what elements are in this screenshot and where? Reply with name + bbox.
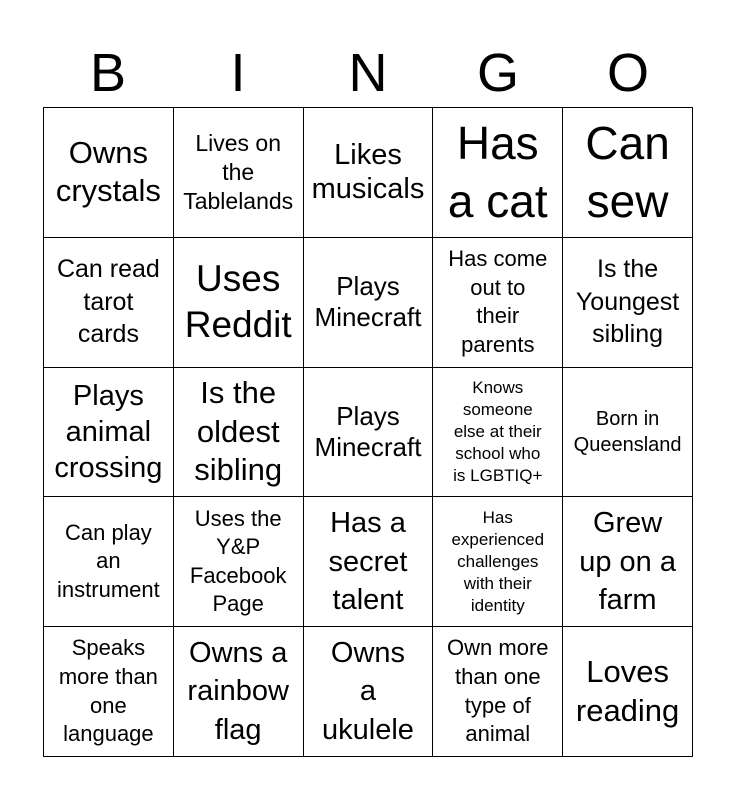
bingo-cell[interactable] bbox=[563, 108, 693, 238]
cell-text: Owns a ukulele bbox=[322, 637, 414, 746]
header-letter-i: I bbox=[230, 43, 246, 103]
cell-text: Speaks more than one language bbox=[58, 635, 158, 747]
cell-text: Plays animal crossing bbox=[54, 379, 163, 485]
bingo-cell[interactable] bbox=[174, 497, 304, 627]
bingo-cell[interactable] bbox=[304, 497, 434, 627]
bingo-cell[interactable] bbox=[44, 497, 174, 627]
cell-text: Is the Youngest sibling bbox=[575, 255, 680, 349]
cell-text: Has a cat bbox=[447, 116, 548, 228]
bingo-cell[interactable] bbox=[44, 108, 174, 238]
cell-text: Plays Minecraft bbox=[314, 271, 422, 333]
cell-text: Likes musicals bbox=[311, 138, 425, 206]
bingo-cell[interactable] bbox=[433, 108, 563, 238]
bingo-cell[interactable] bbox=[563, 238, 693, 368]
cell-text: Own more than one type of animal bbox=[447, 635, 549, 747]
cell-text: Can play an instrument bbox=[57, 519, 160, 603]
bingo-cell[interactable] bbox=[563, 627, 693, 757]
bingo-cell[interactable] bbox=[174, 238, 304, 368]
bingo-cell[interactable] bbox=[304, 368, 434, 498]
cell-text: Can read tarot cards bbox=[56, 255, 160, 349]
cell-text: Owns crystals bbox=[55, 134, 161, 209]
bingo-cell[interactable] bbox=[44, 238, 174, 368]
cell-text: Lives on the Tablelands bbox=[183, 130, 294, 214]
header-letter-o: O bbox=[606, 43, 649, 103]
cell-text: Has come out to their parents bbox=[448, 246, 548, 357]
bingo-cell[interactable] bbox=[563, 368, 693, 498]
cell-text: Knows someone else at their school who is LGBTIQ+ bbox=[453, 377, 543, 486]
bingo-header bbox=[43, 40, 693, 106]
cell-text: Owns a rainbow flag bbox=[187, 637, 289, 746]
bingo-cell[interactable] bbox=[433, 238, 563, 368]
bingo-cell[interactable] bbox=[433, 497, 563, 627]
cell-text: Grew up on a farm bbox=[579, 507, 676, 616]
bingo-cell[interactable] bbox=[304, 627, 434, 757]
bingo-cell[interactable] bbox=[433, 627, 563, 757]
cell-text: Is the oldest sibling bbox=[194, 374, 283, 488]
cell-text: Plays Minecraft bbox=[314, 400, 422, 462]
bingo-cell[interactable] bbox=[174, 368, 304, 498]
bingo-cell[interactable] bbox=[174, 627, 304, 757]
bingo-board bbox=[43, 107, 693, 757]
cell-text: Born in Queensland bbox=[573, 407, 682, 456]
header-letter-g: G bbox=[476, 43, 519, 103]
cell-text: Has experienced challenges with their identity bbox=[451, 507, 545, 615]
header-letter-n: N bbox=[348, 43, 388, 103]
bingo-cell[interactable] bbox=[44, 627, 174, 757]
bingo-cell[interactable] bbox=[304, 238, 434, 368]
bingo-cell[interactable] bbox=[563, 497, 693, 627]
bingo-cell[interactable] bbox=[304, 108, 434, 238]
cell-text: Uses Reddit bbox=[184, 257, 292, 346]
bingo-cell[interactable] bbox=[44, 368, 174, 498]
cell-text: Can sew bbox=[585, 116, 670, 228]
bingo-cell[interactable] bbox=[174, 108, 304, 238]
cell-text: Loves reading bbox=[575, 653, 680, 728]
bingo-cell[interactable] bbox=[433, 368, 563, 498]
header-letter-b: B bbox=[89, 43, 127, 103]
cell-text: Has a secret talent bbox=[328, 507, 408, 616]
cell-text: Uses the Y&P Facebook Page bbox=[189, 505, 287, 617]
